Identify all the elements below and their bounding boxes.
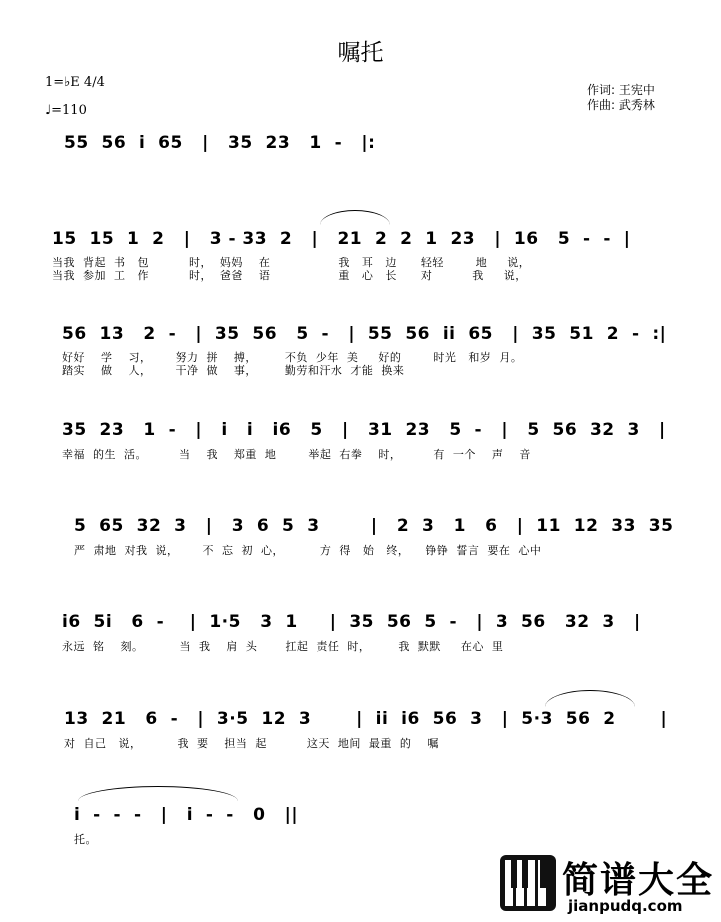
lyric-line: 踏实 做 人， 干净 做 事， 勤劳和汗水 才能 换来 [62,364,405,377]
notation-row: i - - - | i - - 0 || [74,805,299,825]
notation-row: 55 56 i 65 | 35 23 1 - |: [64,133,376,153]
lyric-line: 当我 背起 书 包 时， 妈妈 在 我 耳 边 轻轻 地 说， [52,256,531,269]
key-signature: 1=♭E 4/4 [45,75,105,90]
lyric-line: 永远 铭 刻。 当 我 肩 头 扛起 责任 时， 我 默默 在心 里 [62,640,504,653]
lyricist-credit: 作词: 王宪中 [587,83,655,97]
tie-slur [320,210,390,225]
lyric-line: 幸福 的生 活。 当 我 郑重 地 举起 右拳 时， 有 一个 声 音 [62,448,531,461]
lyric-line: 严 肃地 对我 说， 不 忘 初 心， 方 得 始 终， 铮铮 誓言 要在 心中 [74,544,542,557]
tie-slur [78,786,238,801]
logo-title: 简谱大全 [562,860,715,901]
notation-row: i6 5i 6 - | 1·5 3 1 | 35 56 5 - | 3 56 32 3 | [62,612,641,632]
notation-row: 15 15 1 2 | 3 - 33 2 | 21 2 2 1 23 | 16 5 - - | [52,229,631,249]
lyric-line: 好好 学 习， 努力 拼 搏， 不负 少年 美 好的 时光 和岁 月。 [62,351,523,364]
lyric-line: 当我 参加 工 作 时， 爸爸 语 重 心 长 对 我 说， [52,269,527,282]
logo-url: jianpudq.com [568,897,683,915]
song-title: 嘱托 [337,40,384,66]
lyric-line: 对 自己 说， 我 要 担当 起 这天 地间 最重 的 嘱 [64,737,439,750]
notation-row: 56 13 2 - | 35 56 5 - | 55 56 ii 65 | 35 51 2 - :| [62,324,667,344]
notation-row: 13 21 6 - | 3·5 12 3 | ii i6 56 3 | 5·3 56 2 | [64,709,668,729]
tempo-marking: ♩=110 [45,103,87,118]
notation-row: 35 23 1 - | i i i6 5 | 31 23 5 - | 5 56 32 3 | [62,420,666,440]
notation-row: 5 65 32 3 | 3 6 5 3 | 2 3 1 6 | 11 12 33 35 [74,516,674,536]
composer-credit: 作曲: 武秀林 [587,98,655,112]
lyric-line: 托。 [74,833,97,846]
tie-slur [545,690,635,707]
